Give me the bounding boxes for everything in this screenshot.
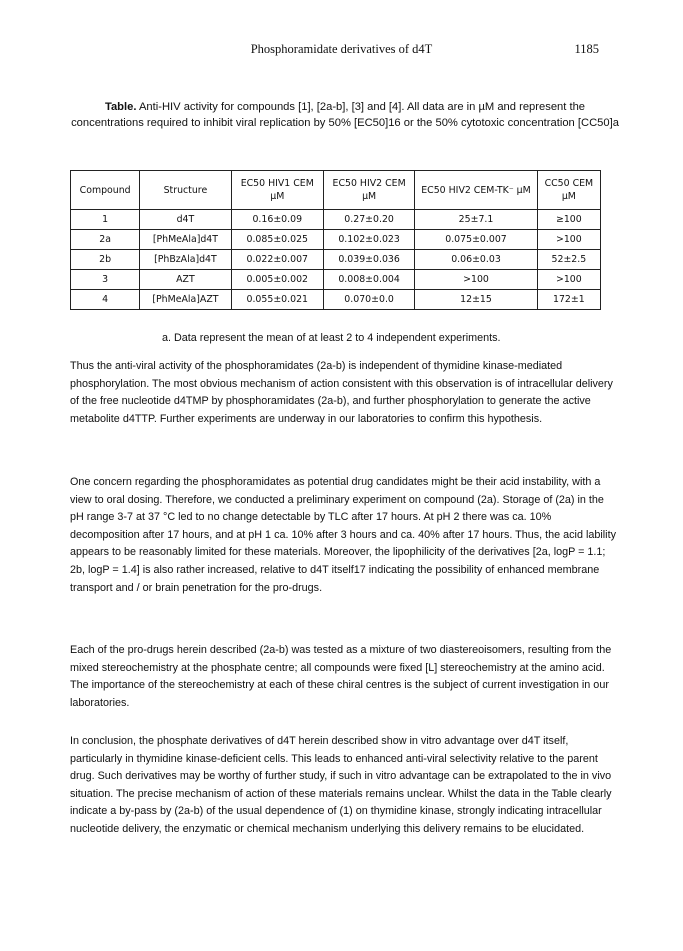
cell-ec50-hiv2-tk: 12±15 [415,290,537,310]
table-caption-text: Anti-HIV activity for compounds [1], [2a-b], [3] and [4]. All data are in µM and represent the concentrations required to inhibit viral replication by 50% [EC50]16 or the 50% cytotoxic concentration [CC50]a [71,101,619,129]
cell-compound: 1 [71,210,140,230]
table-row [71,250,601,270]
cell-ec50-hiv2: 0.070±0.0 [323,290,414,310]
cell-structure: AZT [140,270,231,290]
cell-structure: [PhMeAla]AZT [140,290,231,310]
cell-cc50: >100 [537,230,600,250]
table-row [71,290,601,310]
cell-cc50: >100 [537,270,600,290]
cell-compound: 4 [71,290,140,310]
cell-cc50: ≥100 [537,210,600,230]
cell-ec50-hiv2-tk: 0.06±0.03 [415,250,537,270]
cell-ec50-hiv2-tk: 25±7.1 [415,210,537,230]
table-row [71,210,601,230]
cell-ec50-hiv2-tk: 0.075±0.007 [415,230,537,250]
header-ec50-hiv2-cem: EC50 HIV2 CEM µM [323,171,414,210]
cell-ec50-hiv1: 0.055±0.021 [231,290,323,310]
table-caption-label: Table. [104,101,137,113]
cell-ec50-hiv1: 0.005±0.002 [231,270,323,290]
cell-ec50-hiv2: 0.27±0.20 [323,210,414,230]
body-paragraph-3: Each of the pro-drugs herein described (2a-b) was tested as a mixture of two diastereoisomers, resulting from the mixed stereochemistry at the phosphate centre; all compounds were fixed [L] stereochemistry at the amino acid. The importance of the stereochemistry at each of these chiral centres is the subject of current investigation in our laboratories. [70,644,612,709]
table-row [71,270,601,290]
cell-structure: [PhBzAla]d4T [140,250,231,270]
cell-structure: d4T [140,210,231,230]
cell-cc50: 172±1 [537,290,600,310]
cell-compound: 3 [71,270,140,290]
body-paragraph-4: In conclusion, the phosphate derivatives of d4T herein described show in vitro advantage over d4T itself, particularly in thymidine kinase-deficient cells. This leads to enhanced anti-viral selectivity relative to the parent drug. Such derivatives may be worthy of further study, if such in vitro advantage can be extrapolated to the in vivo situation. The precise mechanism of action of these materials remains unclear. Whilst the data in the Table clearly indicate a by-pass by (2a-b) of the usual dependence of (1) on thymidine kinase, strongly indicating intracellular nucleotide delivery, the enzymatic or chemical mechanism underlying this delivery remains to be elucidated. [70,735,612,835]
cell-cc50: 52±2.5 [537,250,600,270]
header-ec50-hiv2-cem-tk: EC50 HIV2 CEM-TK⁻ µM [415,171,537,210]
cell-structure: [PhMeAla]d4T [140,230,231,250]
cell-ec50-hiv2: 0.102±0.023 [323,230,414,250]
cell-compound: 2b [71,250,140,270]
header-compound: Compound [71,171,140,210]
anti-hiv-table [70,170,601,310]
body-paragraph-2: One concern regarding the phosphoramidates as potential drug candidates might be their acid instability, with a view to oral dosing. Therefore, we conducted a preliminary experiment on compound (2a). Storage of (2a) in the pH range 3-7 at 37 °C led to no change detectable by TLC after 17 hours. At pH 2 there was ca. 10% decomposition after 17 hours, and at pH 1 ca. 10% after 3 hours and ca. 40% after 17 hours. Thus, the acid lability appears to be reasonably limited for these materials. Moreover, the lipophilicity of the derivatives [2a, logP = 1.1; 2b, logP = 1.4] is also rather increased, relative to d4T itself17 indicating the possibility of enhanced membrane transport and / or brain penetration for the pro-drugs. [70,476,616,594]
cell-ec50-hiv1: 0.085±0.025 [231,230,323,250]
cell-ec50-hiv2: 0.039±0.036 [323,250,414,270]
cell-ec50-hiv1: 0.16±0.09 [231,210,323,230]
table-header-row [71,171,601,210]
table-footnote: a. Data represent the mean of at least 2 to 4 independent experiments. [162,332,501,344]
page-header [0,42,683,62]
page-number: 1185 [574,42,599,56]
body-paragraph-1: Thus the anti-viral activity of the phosphoramidates (2a-b) is independent of thymidine kinase-mediated phosphorylation. The most obvious mechanism of action consistent with this observation is of intracellular delivery of the free nucleotide d4TMP by phosphoramidates (2a-b), and further phosphorylation to generate the active metabolite d4TTP. Further experiments are underway in our laboratories to confirm this hypothesis. [70,360,613,425]
header-structure: Structure [140,171,231,210]
cell-ec50-hiv1: 0.022±0.007 [231,250,323,270]
table-row [71,230,601,250]
table-caption [70,99,620,131]
header-ec50-hiv1-cem: EC50 HIV1 CEM µM [231,171,323,210]
cell-compound: 2a [71,230,140,250]
cell-ec50-hiv2-tk: >100 [415,270,537,290]
running-title: Phosphoramidate derivatives of d4T [250,42,433,56]
cell-ec50-hiv2: 0.008±0.004 [323,270,414,290]
header-cc50-cem: CC50 CEM µM [537,171,600,210]
